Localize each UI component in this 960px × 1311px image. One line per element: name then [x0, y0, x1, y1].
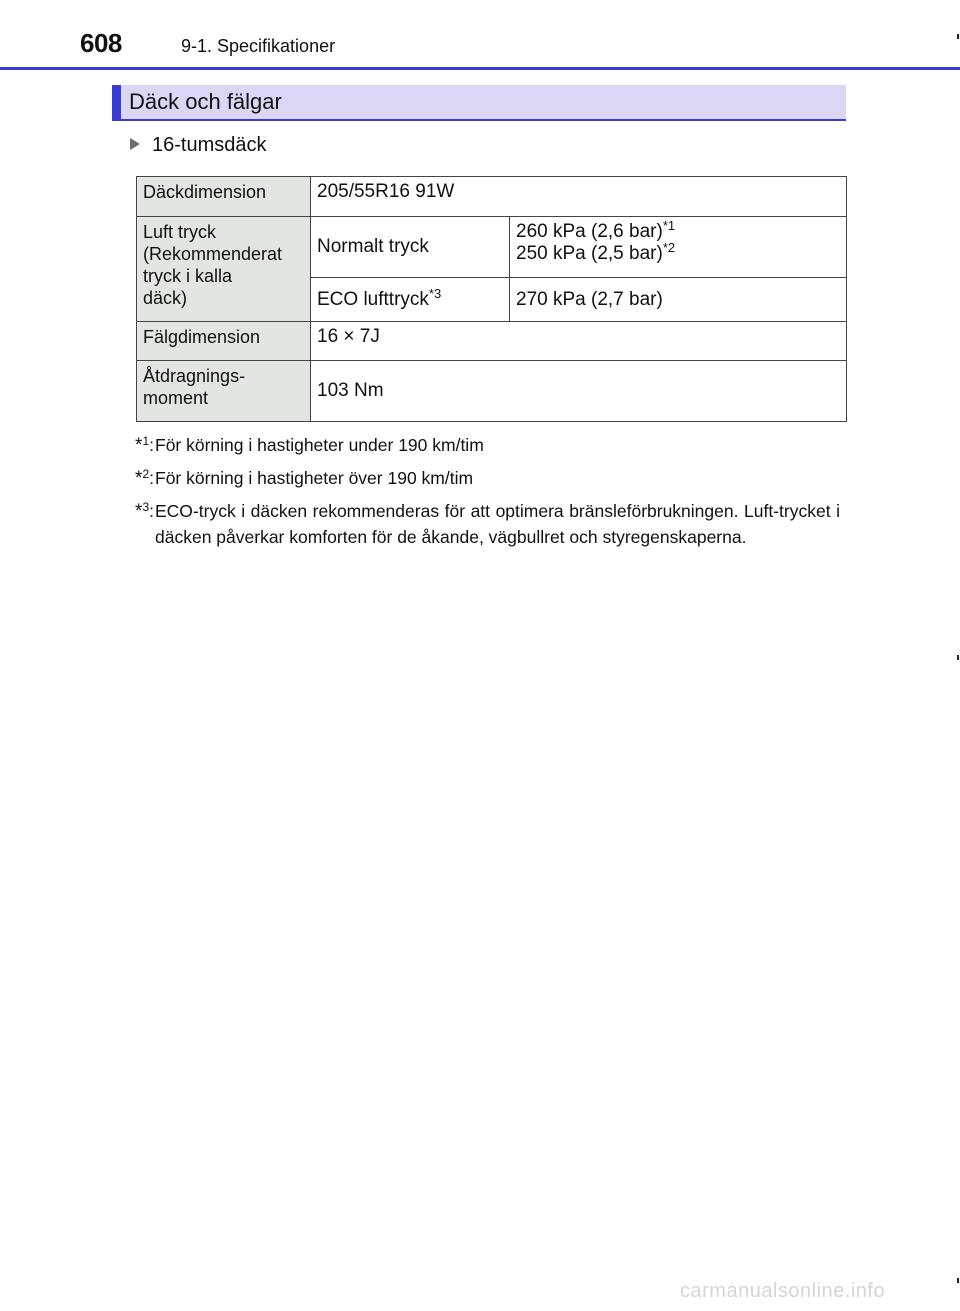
- pressure-label-line: däck): [143, 288, 188, 308]
- footnote-ref: *3: [428, 285, 442, 301]
- watermark: carmanualsonline.info: [680, 1280, 886, 1302]
- margin-tick: [957, 34, 959, 39]
- table-row: [137, 322, 847, 361]
- subheading: [130, 134, 267, 157]
- footnote: [120, 498, 840, 550]
- chapter-title: 9-1. Specifikationer: [181, 36, 336, 56]
- page-header: [0, 0, 960, 70]
- torque-label-line: Åtdragnings-: [143, 366, 246, 386]
- header-rule: [0, 67, 960, 70]
- torque-label-line: moment: [143, 388, 209, 408]
- rim-size-value: 16 × 7J: [311, 322, 847, 361]
- torque-label: [137, 361, 311, 422]
- margin-tick: [957, 655, 959, 660]
- eco-pressure-label: [311, 278, 510, 322]
- footnote-ref: *2: [662, 240, 676, 255]
- pressure-label-line: (Rekommenderat: [143, 244, 283, 264]
- footnote-marker: *$^3$:: [135, 500, 154, 522]
- pressure-value-2: 250 kPa (2,5 bar): [516, 243, 663, 264]
- section-heading-bar: [112, 85, 846, 121]
- footnote-text: ECO-tryck i däcken rekommenderas för att optimera bränsleförbrukningen. Luft-trycket i däcken påverkar komforten för de åkande, vägbullret och styregenskaperna.: [155, 501, 840, 547]
- specification-table: [136, 176, 847, 422]
- page-number: 608: [80, 28, 122, 58]
- normal-pressure-value: [510, 217, 847, 278]
- pressure-label-line: Luft tryck: [143, 222, 217, 242]
- pressure-label: [137, 217, 311, 322]
- footnotes: [120, 432, 840, 557]
- footnote-text: För körning i hastigheter över 190 km/tim: [155, 468, 474, 488]
- triangle-bullet-icon: [130, 138, 140, 150]
- eco-pressure-value: 270 kPa (2,7 bar): [510, 278, 847, 322]
- footnote-marker: *$^2$:: [135, 467, 154, 489]
- footnote-text: För körning i hastigheter under 190 km/tim: [155, 435, 484, 455]
- tire-size-value: 205/55R16 91W: [311, 177, 847, 217]
- eco-label-text: ECO lufttryck: [317, 288, 429, 310]
- footnote: [120, 465, 840, 491]
- pressure-value-1: 260 kPa (2,6 bar): [516, 221, 663, 242]
- table-row: [137, 361, 847, 422]
- tire-size-label: Däckdimension: [137, 177, 311, 217]
- subheading-text: 16-tumsdäck: [152, 134, 267, 156]
- margin-tick: [957, 1278, 959, 1283]
- footnote-ref: *1: [662, 218, 676, 233]
- section-title: Däck och fälgar: [129, 89, 282, 114]
- footnote: [120, 432, 840, 458]
- pressure-label-line: tryck i kalla: [143, 266, 233, 286]
- rim-size-label: Fälgdimension: [137, 322, 311, 361]
- table-row: [137, 217, 847, 278]
- table-row: [137, 177, 847, 217]
- footnote-marker: *$^1$:: [135, 434, 154, 456]
- normal-pressure-label: Normalt tryck: [311, 217, 510, 278]
- torque-value: 103 Nm: [311, 361, 847, 422]
